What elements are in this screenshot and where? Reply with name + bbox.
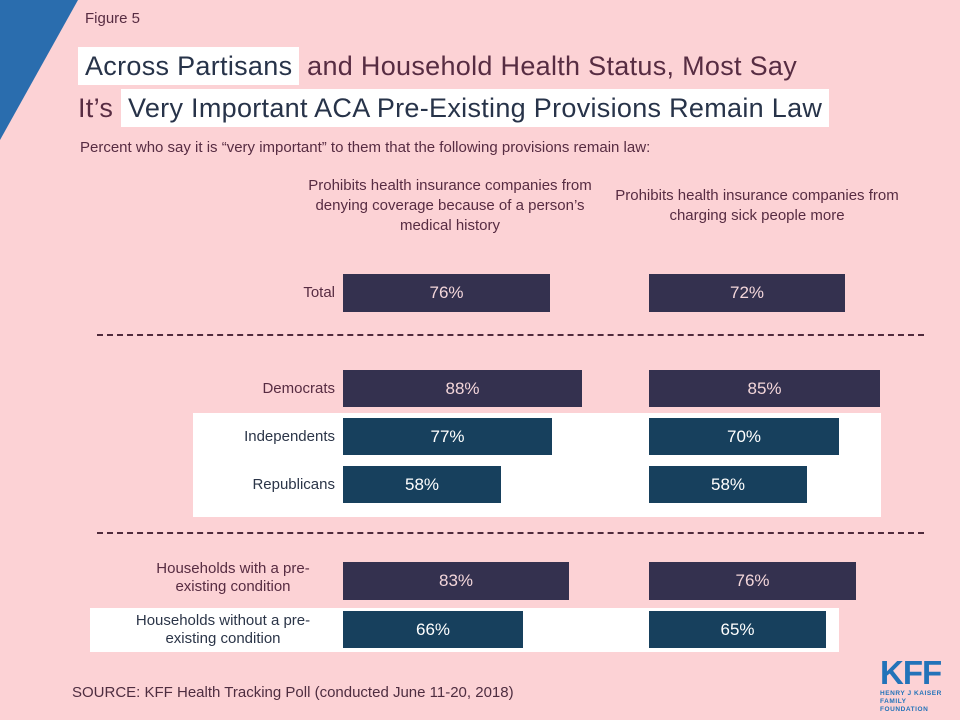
bar-households-without-denying [343,611,523,648]
bar-total-denying [343,274,550,312]
chart-subtitle: Percent who say it is “very important” to them that the following provisions remain law: [80,139,651,156]
bar-value-label: 77% [430,426,465,446]
row-label-democrats: Democrats [262,380,335,397]
page-title [78,46,829,128]
kff-logo-text: KFF [880,654,942,691]
bar-value-label: 72% [729,283,765,302]
bar-democrats-charging [649,370,880,407]
bar-value-label: 83% [438,571,474,590]
title-line1-plain: and Household Health Status, Most Say [299,51,798,81]
row-label-households-without-condition [93,612,353,648]
bar-value-label: 76% [735,571,770,590]
bar-households-without-charging [649,611,826,648]
row-label-line: Households with a pre- [156,560,310,577]
row-label-households-with-condition [113,560,353,596]
bar-households-with-charging [649,562,856,600]
bar-value-label: 70% [726,426,762,446]
bar-democrats-denying [343,370,582,407]
source-note: SOURCE: KFF Health Tracking Poll (conducted June 11-20, 2018) [72,684,514,701]
bar-republicans-denying [343,466,501,503]
row-label-republicans: Republicans [252,476,335,493]
bar-value-label: 76% [429,283,464,302]
bar-value-label: 88% [445,378,480,398]
row-label-total: Total [303,284,335,301]
row-label-line: Households without a pre- [135,612,311,629]
title-line1-highlight: Across Partisans [78,47,299,85]
title-line2-highlight: Very Important ACA Pre-Existing Provisions Remain Law [121,89,829,127]
figure-label: Figure 5 [85,10,141,27]
bar-value-label: 85% [747,378,782,398]
bar-value-label: 58% [710,474,746,494]
column-header-denying-coverage: Prohibits health insurance companies from denying coverage because of a person’s medical history [308,177,592,234]
kff-logo-subtext-line2: FAMILY FOUNDATION [880,698,929,713]
bar-value-label: 65% [720,619,755,639]
kff-logo-subtext-line1: HENRY J KAISER [880,690,942,697]
title-line2-plain: It’s [78,93,122,123]
bar-households-with-denying [343,562,569,600]
bar-value-label: 58% [404,474,440,494]
bar-republicans-charging [649,466,807,503]
row-label-line: existing condition [165,630,281,647]
row-label-independents: Independents [244,428,335,445]
kff-logo [880,656,950,714]
bar-independents-charging [649,418,839,455]
title-line-1 [78,47,797,85]
corner-triangle-decoration [0,0,78,140]
bar-total-charging [649,274,845,312]
row-label-line: existing condition [175,578,291,595]
bar-independents-denying [343,418,552,455]
bar-value-label: 66% [415,619,451,639]
dashed-divider-top [97,334,924,336]
title-line-2 [78,88,829,128]
dashed-divider-bottom [97,532,924,534]
column-header-charging-more: Prohibits health insurance companies from charging sick people more [615,187,899,224]
